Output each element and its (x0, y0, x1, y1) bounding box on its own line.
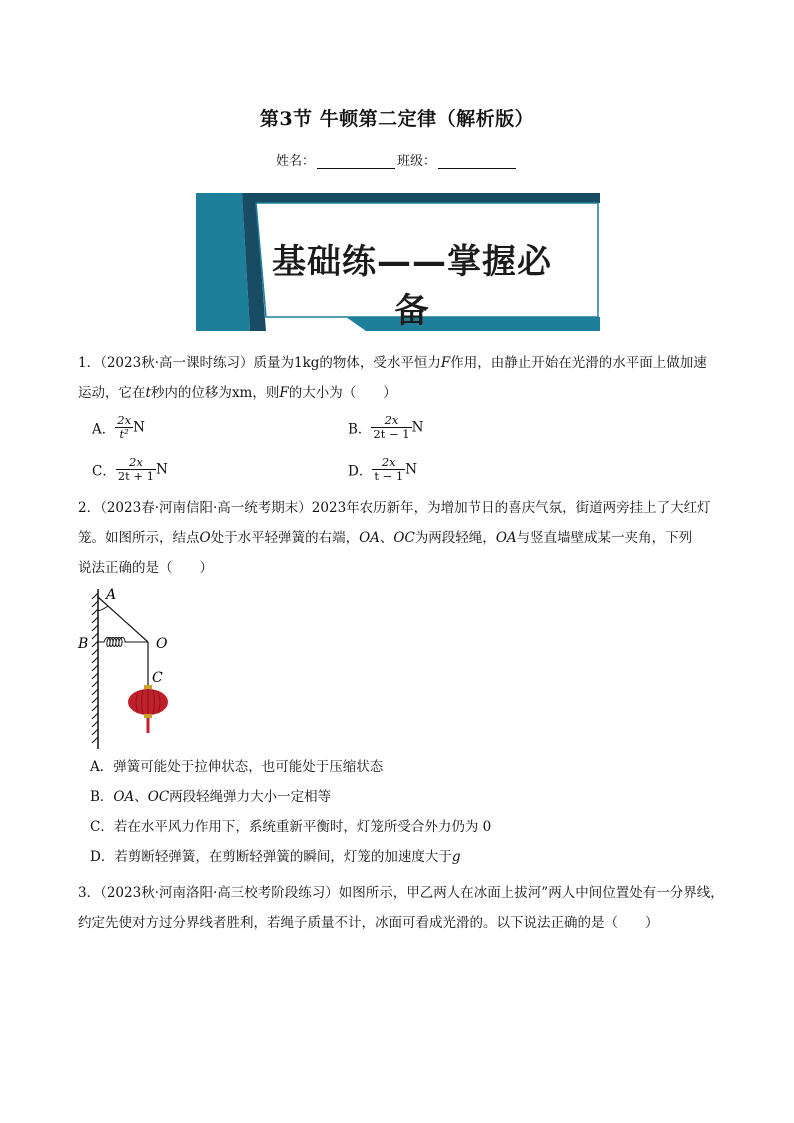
wall-hatching (92, 593, 98, 743)
question-1 (78, 348, 730, 408)
q2-line-2: 笼。如图所示，结点O处于水平轻弹簧的右端，OA、OC为两段轻绳，OA与竖直墙壁成某一夹角，下列 (78, 530, 693, 546)
rope-oa (98, 597, 148, 642)
q1-option-a-fraction: $\frac{2x}{\text{t²}}$ (117, 413, 132, 441)
page-title: 第3节 牛顿第二定律（解析版） (259, 108, 535, 130)
q1-option-d-fraction: $\frac{2x}{t - 1}$ (374, 455, 404, 483)
angle-arc (98, 606, 108, 611)
q1-option-b-fraction: $\frac{2x}{2t - 1}$ (373, 413, 410, 441)
q2-option-b[interactable]: B．OA、OC两段轻绳弹力大小一定相等 (90, 789, 332, 805)
label-b: B (78, 636, 89, 652)
label-o: O (156, 636, 168, 652)
q1-option-c[interactable]: C． $\frac{2x}{2t + 1}$ N (92, 455, 168, 483)
q1-option-a[interactable]: A． $\frac{2x}{\text{t²}}$ N (92, 413, 145, 441)
lantern (128, 685, 168, 733)
banner-text: 基础练——掌握必备 (272, 242, 552, 331)
section-banner (196, 191, 600, 331)
question-3 (78, 878, 730, 938)
class-blank[interactable] (438, 154, 516, 169)
q1-line-1: 1．（2023秋·高一课时练习）质量为1kg的物体，受水平恒力F作用，由静止开始在光滑的水平面上做加速 (78, 355, 707, 371)
q1-option-c-fraction: $\frac{2x}{2t + 1}$ (117, 455, 155, 483)
q2-option-a[interactable]: A．弹簧可能处于拉伸状态，也可能处于压缩状态 (90, 759, 384, 775)
name-blank[interactable] (317, 154, 395, 169)
q3-line-1: 3．（2023秋·河南洛阳·高三校考阶段练习）如图所示，甲乙两人在冰面上拔河”两人中间位置处有一分界线， (78, 885, 724, 901)
label-c: C (152, 670, 163, 686)
q2-options (90, 752, 742, 872)
spring (98, 638, 148, 647)
q2-option-d[interactable]: D．若剪断轻弹簧，在剪断轻弹簧的瞬间，灯笼的加速度大于g (90, 849, 461, 865)
q1-option-d[interactable]: D． $\frac{2x}{t - 1}$ N (348, 455, 418, 483)
q2-option-c[interactable]: C．若在水平风力作用下，系统重新平衡时，灯笼所受合外力仍为 0 (90, 819, 492, 835)
q3-line-2: 约定先使对方过分界线者胜利，若绳子质量不计，冰面可看成光滑的。以下说法正确的是（ ） (78, 915, 659, 931)
name-class-line (0, 150, 794, 169)
q2-figure (76, 585, 186, 755)
class-label: 班级： (397, 154, 437, 169)
q2-line-3: 说法正确的是（ ） (78, 560, 213, 576)
question-2 (78, 493, 730, 583)
banner-left-bar (196, 193, 250, 331)
q2-line-1: 2．（2023春·河南信阳·高一统考期末）2023年农历新年，为增加节日的喜庆气氛，街道两旁挂上了大红灯 (78, 500, 711, 516)
q1-option-b[interactable]: B． $\frac{2x}{2t - 1}$ N (348, 413, 424, 441)
q1-line-2: 运动，它在t秒内的位移为xm，则F的大小为（ ） (78, 385, 397, 401)
spring-lantern-diagram (76, 585, 186, 755)
name-label: 姓名： (275, 154, 315, 169)
label-a: A (106, 587, 117, 603)
